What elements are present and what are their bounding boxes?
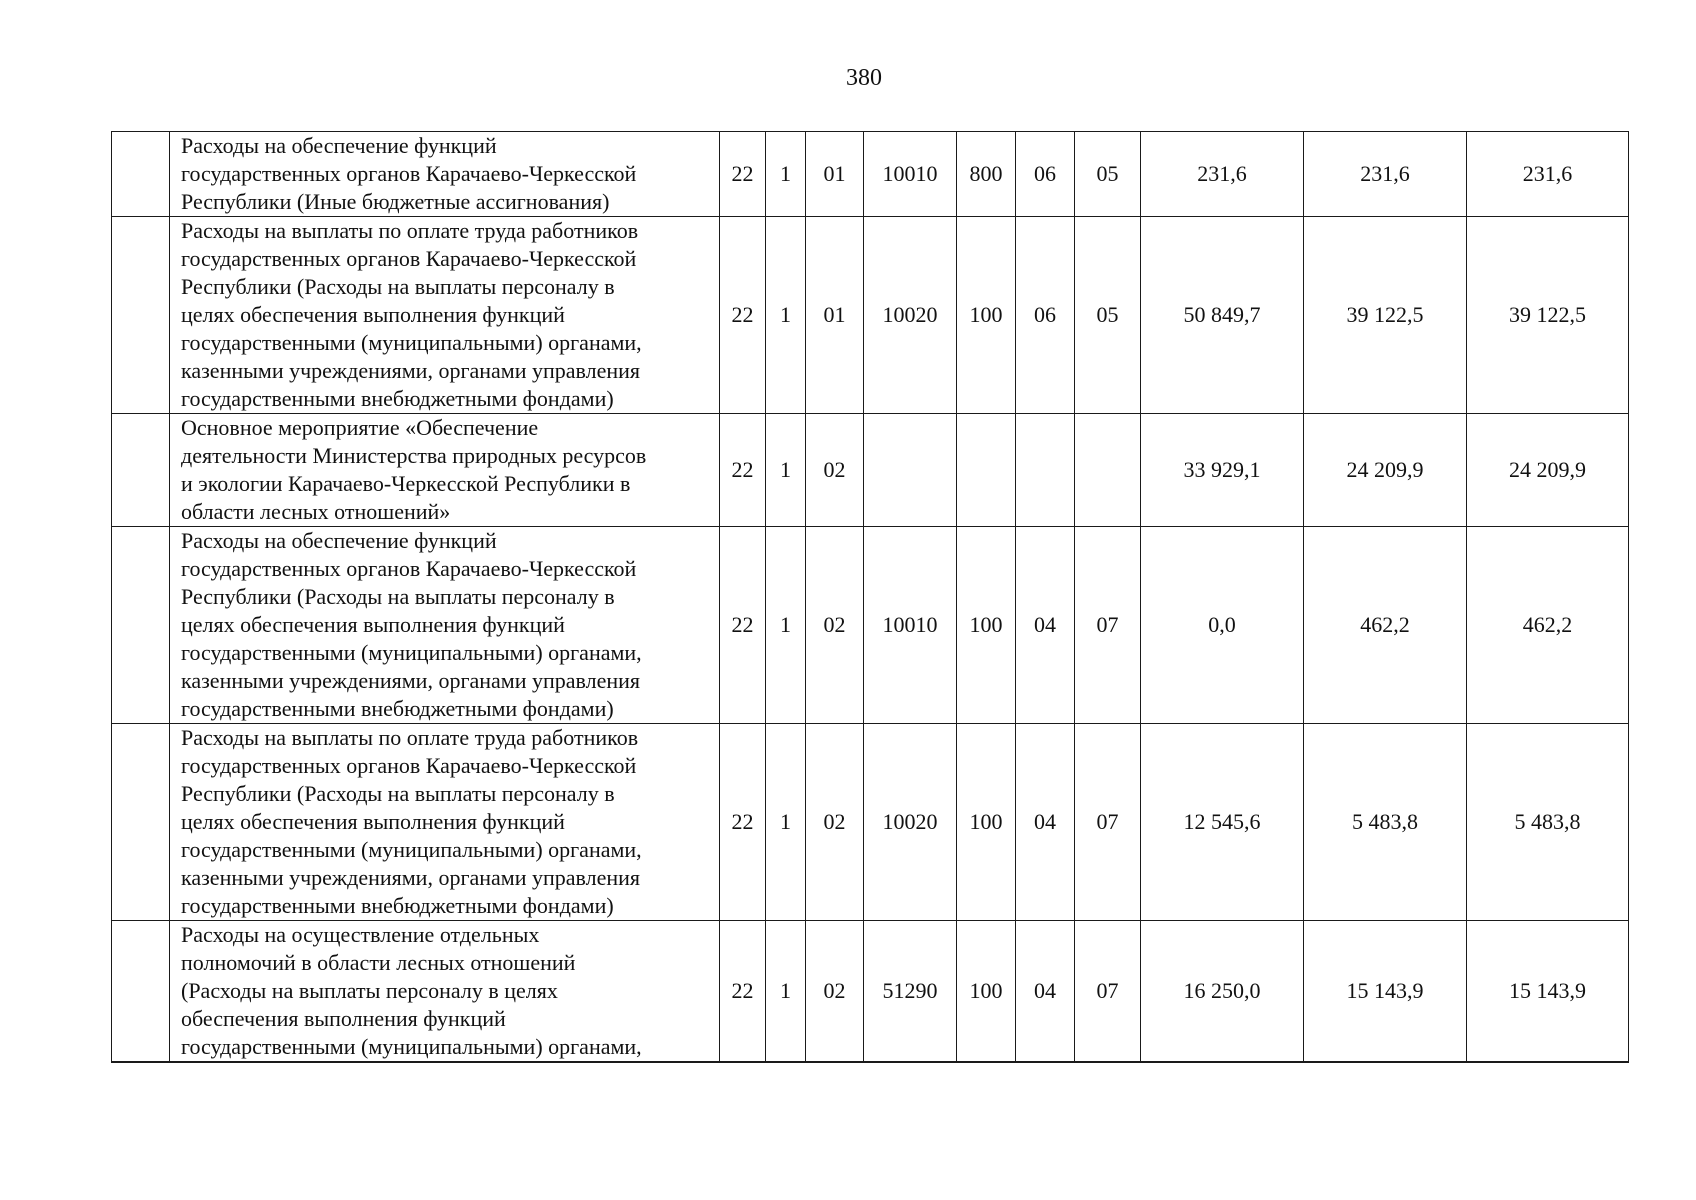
amount-cell: 231,6 [1467, 132, 1629, 217]
amount-cell: 39 122,5 [1304, 217, 1467, 414]
description-cell [170, 132, 720, 217]
code-cell: 51290 [864, 921, 957, 1063]
amount-cell: 50 849,7 [1141, 217, 1304, 414]
code-cell: 100 [957, 921, 1016, 1063]
code-cell: 10010 [864, 132, 957, 217]
code-cell: 02 [806, 414, 864, 527]
code-cell: 22 [720, 724, 766, 921]
description-line: Расходы на обеспечение функций [181, 528, 497, 553]
code-cell: 1 [766, 724, 806, 921]
amount-cell: 15 143,9 [1304, 921, 1467, 1063]
description-line: государственных органов Карачаево-Черкесской [181, 556, 637, 581]
code-cell: 07 [1075, 724, 1141, 921]
description-line: целях обеспечения выполнения функций [181, 302, 565, 327]
amount-cell: 39 122,5 [1467, 217, 1629, 414]
table-row [112, 724, 1629, 921]
code-cell: 1 [766, 527, 806, 724]
description-line: государственными (муниципальными) органами, [181, 837, 642, 862]
code-cell [1075, 414, 1141, 527]
code-cell: 10010 [864, 527, 957, 724]
code-cell: 07 [1075, 527, 1141, 724]
description-cell [170, 217, 720, 414]
amount-cell: 33 929,1 [1141, 414, 1304, 527]
amount-cell: 16 250,0 [1141, 921, 1304, 1063]
table-row [112, 414, 1629, 527]
code-cell: 1 [766, 132, 806, 217]
code-cell: 04 [1016, 724, 1075, 921]
code-cell: 02 [806, 724, 864, 921]
code-cell: 1 [766, 414, 806, 527]
row-number-cell [112, 217, 170, 414]
description-line: Расходы на выплаты по оплате труда работников [181, 725, 639, 750]
description-line: целях обеспечения выполнения функций [181, 612, 565, 637]
description-line: Республики (Расходы на выплаты персоналу в [181, 584, 615, 609]
description-cell [170, 527, 720, 724]
description-line: государственными внебюджетными фондами) [181, 696, 614, 721]
amount-cell: 462,2 [1467, 527, 1629, 724]
code-cell: 01 [806, 217, 864, 414]
description-line: Расходы на обеспечение функций [181, 133, 497, 158]
amount-cell: 5 483,8 [1467, 724, 1629, 921]
code-cell: 1 [766, 921, 806, 1063]
description-line: (Расходы на выплаты персоналу в целях [181, 978, 558, 1003]
code-cell: 04 [1016, 527, 1075, 724]
code-cell: 02 [806, 921, 864, 1063]
description-line: полномочий в области лесных отношений [181, 950, 576, 975]
description-line: Расходы на осуществление отдельных [181, 922, 540, 947]
code-cell [957, 414, 1016, 527]
code-cell: 02 [806, 527, 864, 724]
code-cell: 07 [1075, 921, 1141, 1063]
description-line: обеспечения выполнения функций [181, 1006, 506, 1031]
description-line: целях обеспечения выполнения функций [181, 809, 565, 834]
code-cell: 06 [1016, 132, 1075, 217]
description-cell [170, 724, 720, 921]
description-line: казенными учреждениями, органами управления [181, 358, 641, 383]
description-cell [170, 921, 720, 1063]
description-line: Расходы на выплаты по оплате труда работников [181, 218, 639, 243]
amount-cell: 462,2 [1304, 527, 1467, 724]
row-number-cell [112, 527, 170, 724]
description-line: Основное мероприятие «Обеспечение [181, 415, 539, 440]
code-cell: 06 [1016, 217, 1075, 414]
description-line: государственными (муниципальными) органами, [181, 330, 642, 355]
code-cell: 22 [720, 217, 766, 414]
page-number: 380 [846, 65, 882, 91]
code-cell: 22 [720, 921, 766, 1063]
description-line: деятельности Министерства природных ресурсов [181, 443, 647, 468]
code-cell: 01 [806, 132, 864, 217]
code-cell: 22 [720, 527, 766, 724]
code-cell: 1 [766, 217, 806, 414]
code-cell: 05 [1075, 132, 1141, 217]
description-line: Республики (Расходы на выплаты персоналу в [181, 781, 615, 806]
description-line: государственными внебюджетными фондами) [181, 386, 614, 411]
code-cell: 10020 [864, 217, 957, 414]
description-line: государственными (муниципальными) органами, [181, 640, 642, 665]
description-line: области лесных отношений» [181, 499, 451, 524]
code-cell: 10020 [864, 724, 957, 921]
code-cell: 800 [957, 132, 1016, 217]
amount-cell: 5 483,8 [1304, 724, 1467, 921]
amount-cell: 231,6 [1304, 132, 1467, 217]
row-number-cell [112, 414, 170, 527]
row-number-cell [112, 132, 170, 217]
budget-table [111, 131, 1629, 1063]
description-line: и экологии Карачаево-Черкесской Республики в [181, 471, 631, 496]
table-row [112, 217, 1629, 414]
description-line: государственными (муниципальными) органами, [181, 1034, 642, 1059]
code-cell: 100 [957, 724, 1016, 921]
description-line: государственных органов Карачаево-Черкесской [181, 753, 637, 778]
table-row [112, 921, 1629, 1063]
description-line: казенными учреждениями, органами управления [181, 668, 641, 693]
code-cell: 100 [957, 527, 1016, 724]
table-row [112, 527, 1629, 724]
description-line: государственных органов Карачаево-Черкесской [181, 246, 637, 271]
amount-cell: 15 143,9 [1467, 921, 1629, 1063]
description-line: государственными внебюджетными фондами) [181, 893, 614, 918]
description-line: Республики (Расходы на выплаты персоналу в [181, 274, 615, 299]
description-line: Республики (Иные бюджетные ассигнования) [181, 189, 610, 214]
code-cell: 22 [720, 132, 766, 217]
code-cell: 22 [720, 414, 766, 527]
row-number-cell [112, 921, 170, 1063]
amount-cell: 24 209,9 [1304, 414, 1467, 527]
code-cell: 04 [1016, 921, 1075, 1063]
description-cell [170, 414, 720, 527]
amount-cell: 24 209,9 [1467, 414, 1629, 527]
amount-cell: 0,0 [1141, 527, 1304, 724]
table-row [112, 132, 1629, 217]
code-cell: 100 [957, 217, 1016, 414]
amount-cell: 231,6 [1141, 132, 1304, 217]
code-cell [864, 414, 957, 527]
row-number-cell [112, 724, 170, 921]
description-line: государственных органов Карачаево-Черкесской [181, 161, 637, 186]
code-cell [1016, 414, 1075, 527]
description-line: казенными учреждениями, органами управления [181, 865, 641, 890]
amount-cell: 12 545,6 [1141, 724, 1304, 921]
code-cell: 05 [1075, 217, 1141, 414]
